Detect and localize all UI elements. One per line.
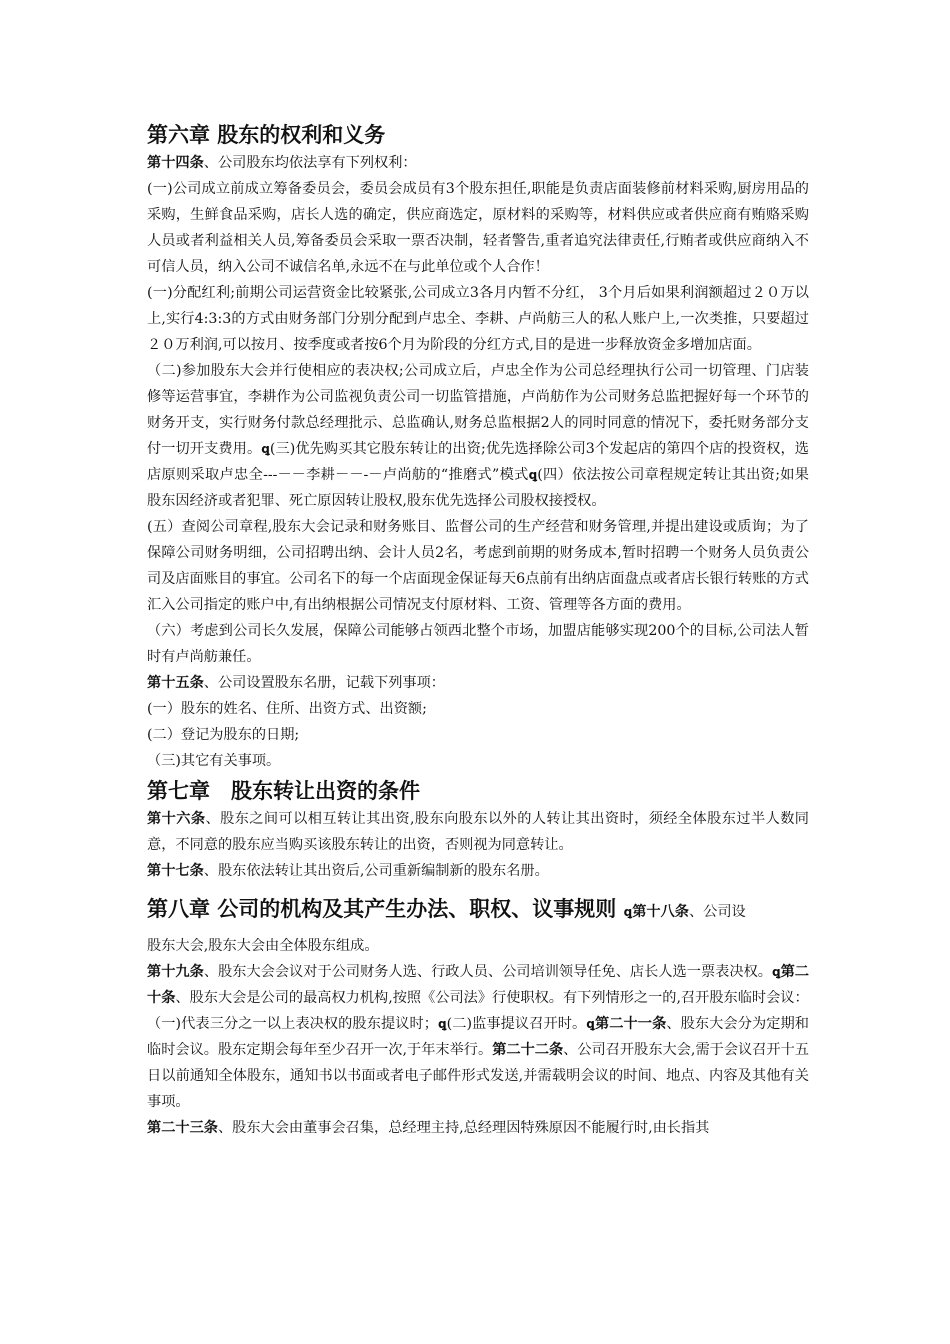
article-label: 第十九条 [147, 964, 204, 980]
chapter-6-title: 第六章 股东的权利和义务 [147, 123, 386, 147]
article-label: 第十五条 [147, 675, 204, 691]
article-label: 第二十条 [147, 964, 809, 1006]
article-17: 第十七条、股东依法转让其出资后,公司重新编制新的股东名册。 [147, 863, 549, 879]
paragraph-marker-icon: ꝗ [623, 905, 633, 919]
chapter-8-title: 第八章 公司的机构及其产生办法、职权、议事规则 ꝗ第十八条、公司设 [147, 897, 746, 921]
article-label: 第二十三条 [147, 1120, 218, 1136]
article-label: 第十四条 [147, 155, 204, 171]
articles-19-20: 第十九条、股东大会会议对于公司财务人选、行政人员、公司培训领导任免、店长人选一票表决权。ꝗ第二十条、股东大会是公司的最高权力机构,按照《公司法》行使职权。有下列情形之一的,召开股东临时会议： [147, 964, 809, 1006]
article-label: 第十六条 [147, 811, 206, 827]
paragraph-marker-icon: ꝗ [771, 965, 781, 979]
right-5: (五）查阅公司章程,股东大会记录和财务账目、监督公司的生产经营和财务管理,并提出建设或质询；为了保障公司财务明细，公司招聘出纳、会计人员2名，考虑到前期的财务成本,暂时招聘一个财务人员负责公司及店面账目的事宜。公司名下的每一个店面现金保证每天6点前有出纳店面盘点或者店长银行转账的方式汇入公司指定的账户中,有出纳根据公司情况支付原材料、工资、管理等各方面的费用。 [147, 519, 809, 613]
article-23: 第二十三条、股东大会由董事会召集，总经理主持,总经理因特殊原因不能履行时,由长指其 [147, 1120, 710, 1136]
register-item-1: (一）股东的姓名、住所、出资方式、出资额; [147, 701, 427, 717]
article-label: 第十七条 [147, 863, 204, 879]
articles-21-22: （一)代表三分之一以上表决权的股东提议时；ꝗ(二)监事提议召开时。ꝗ第二十一条、股东大会分为定期和临时会议。股东定期会每年至少召开一次,于年末举行。第二十二条、公司召开股东大会,需于会议召开十五日以前通知全体股东，通知书以书面或者电子邮件形式发送,并需载明会议的时间、地点、内容及其他有关事项。 [147, 1016, 809, 1110]
chapter-7-title: 第七章 股东转让出资的条件 [147, 779, 420, 803]
article-15: 第十五条、公司设置股东名册，记载下列事项： [147, 675, 445, 691]
register-item-3: （三)其它有关事项。 [147, 753, 281, 769]
document-page [147, 118, 809, 1141]
paragraph-marker-icon: ꝗ [438, 1017, 447, 1031]
right-6: （六）考虑到公司长久发展，保障公司能够占领西北整个市场，加盟店能够实现200个的目标,公司法人暂时有卢尚舫兼任。 [147, 623, 809, 665]
article-label: 第二十一条 [594, 1016, 667, 1032]
rights-2-3-4: （二)参加股东大会并行使相应的表决权;公司成立后，卢忠全作为公司总经理执行公司一切管理、门店装修等运营事宜，李耕作为公司监视负责公司一切监管措施，卢尚舫作为公司财务总监把握好每一个环节的财务开支，实行财务付款总经理批示、总监确认,财务总监根据2人的同时同意的情况下，委托财务部分支付一切开支费用。ꝗ(三)优先购买其它股东转让的出资;优先选择除公司3个发起店的第四个店的投资权，选店原则采取卢忠全---－－李耕－－-－卢尚舫的“推磨式”模式ꝗ(四）依法按公司章程规定转让其出资;如果股东因经济或者犯罪、死亡原因转让股权,股东优先选择公司股权接授权。 [147, 363, 809, 509]
article-label: 第二十二条 [492, 1042, 564, 1058]
paragraph-marker-icon: ꝗ [586, 1017, 595, 1031]
article-16: 第十六条、股东之间可以相互转让其出资,股东向股东以外的人转让其出资时，须经全体股东过半人数同意，不同意的股东应当购买该股东转让的出资，否则视为同意转让。 [147, 811, 809, 853]
paragraph-marker-icon: ꝗ [528, 468, 538, 482]
right-1-preparatory-committee: (一)公司成立前成立筹备委员会，委员会成员有3个股东担任,职能是负责店面装修前材料采购,厨房用品的采购，生鲜食品采购，店长人选的确定，供应商选定，原材料的采购等，材料供应或者供应商有贿赂采购人员或者利益相关人员,筹备委员会采取一票否决制，轻者警告,重者追究法律责任,行贿者或供应商纳入不可信人员，纳入公司不诚信名单,永远不在与此单位或个人合作！ [147, 181, 809, 275]
right-1-dividend: (一)分配红利;前期公司运营资金比较紧张,公司成立3各月内暂不分红， 3个月后如果利润额超过２０万以上,实行4:3:3的方式由财务部门分别分配到卢忠全、李耕、卢尚舫三人的私人账户上,一次类推，只要超过２０万利润,可以按月、按季度或者按6个月为阶段的分红方式,目的是进一步释放资金多增加店面。 [147, 285, 809, 353]
paragraph-marker-icon: ꝗ [261, 442, 270, 456]
article-18-continued: 股东大会,股东大会由全体股东组成。 [147, 938, 379, 954]
register-item-2: (二）登记为股东的日期; [147, 727, 300, 743]
article-14: 第十四条、公司股东均依法享有下列权利： [147, 155, 417, 171]
